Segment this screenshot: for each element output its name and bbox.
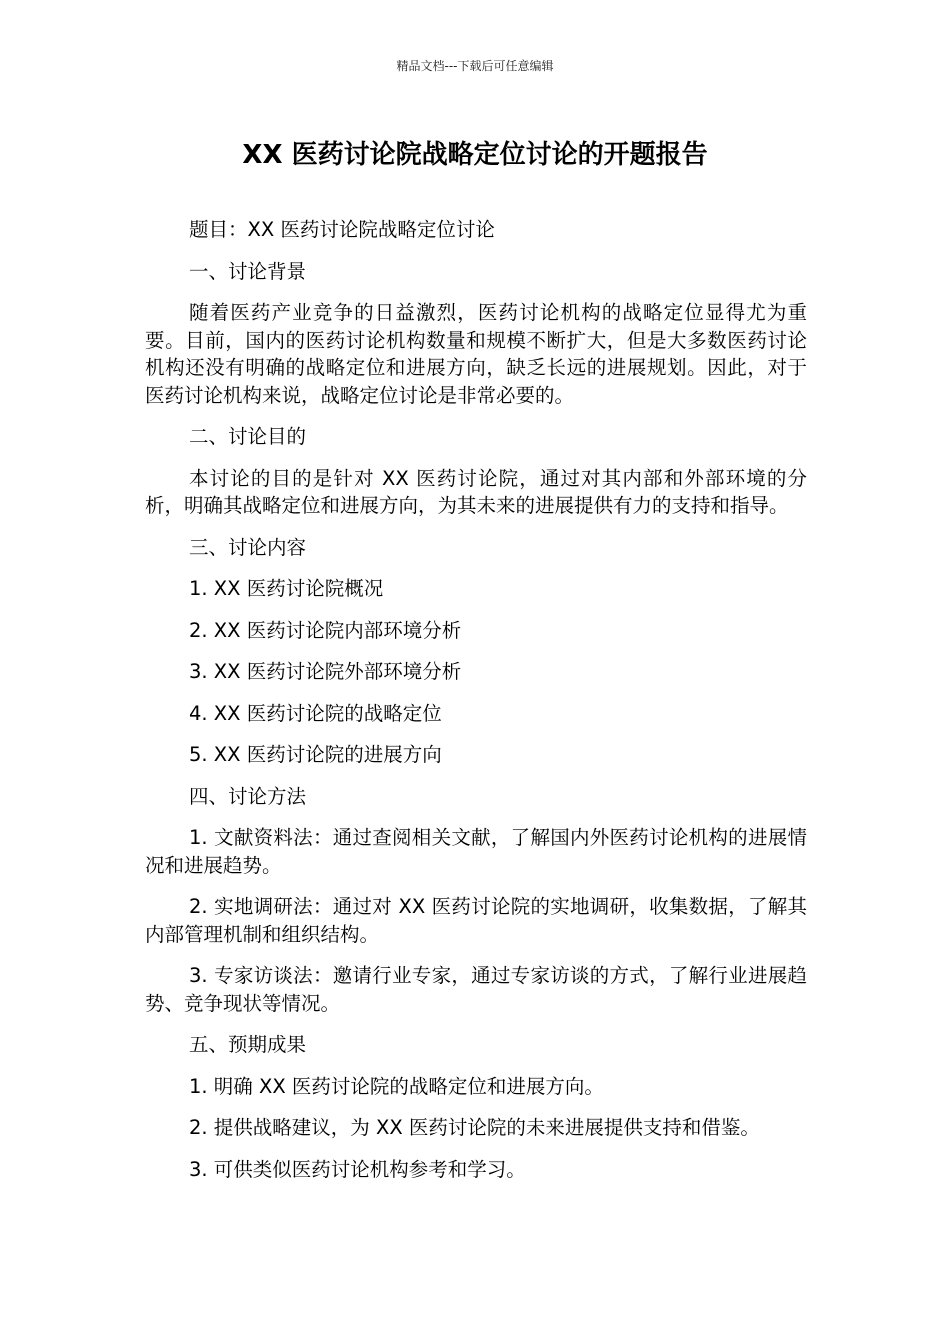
section-heading-methods: 四、讨论方法 [189, 784, 307, 808]
outcome-item-2: 2. 提供战略建议，为 XX 医药讨论院的未来进展提供支持和借鉴。 [189, 1116, 760, 1139]
section-heading-purpose: 二、讨论目的 [189, 425, 307, 448]
section-heading-outcomes: 五、预期成果 [189, 1033, 307, 1056]
content-item-3: 3. XX 医药讨论院外部环境分析 [189, 660, 462, 683]
method-item-3: 3. 专家访谈法：邀请行业专家，通过专家访谈的方式，了解行业进展趋势、竞争现状等情况。 [145, 964, 807, 1015]
document-title: XX 医药讨论院战略定位讨论的开题报告 [242, 140, 708, 170]
outcome-item-3: 3. 可供类似医药讨论机构参考和学习。 [189, 1157, 526, 1181]
document-body [145, 216, 807, 1197]
background-paragraph: 随着医药产业竞争的日益激烈，医药讨论机构的战略定位显得尤为重要。目前，国内的医药讨论机构数量和规模不断扩大，但是大多数医药讨论机构还没有明确的战略定位和进展方向，缺乏长远的进展规划。因此，对于医药讨论机构来说，战略定位讨论是非常必要的。 [145, 301, 807, 407]
purpose-paragraph: 本讨论的目的是针对 XX 医药讨论院，通过对其内部和外部环境的分析，明确其战略定位和进展方向，为其未来的进展提供有力的支持和指导。 [145, 466, 807, 517]
method-item-2: 2. 实地调研法：通过对 XX 医药讨论院的实地调研，收集数据，了解其内部管理机制和组织结构。 [145, 895, 807, 946]
content-item-5: 5. XX 医药讨论院的进展方向 [189, 743, 442, 766]
content-item-2: 2. XX 医药讨论院内部环境分析 [189, 618, 462, 642]
content-item-4: 4. XX 医药讨论院的战略定位 [189, 701, 442, 725]
section-heading-background: 一、讨论背景 [189, 259, 307, 283]
outcome-item-1: 1. 明确 XX 医药讨论院的战略定位和进展方向。 [189, 1074, 604, 1098]
topic-line: 题目：XX 医药讨论院战略定位讨论 [189, 218, 495, 241]
content-item-1: 1. XX 医药讨论院概况 [189, 577, 384, 600]
header-note: 精品文档---下载后可任意编辑 [396, 59, 554, 73]
section-heading-content: 三、讨论内容 [189, 535, 307, 559]
method-item-1: 1. 文献资料法：通过查阅相关文献，了解国内外医药讨论机构的进展情况和进展趋势。 [145, 826, 807, 877]
